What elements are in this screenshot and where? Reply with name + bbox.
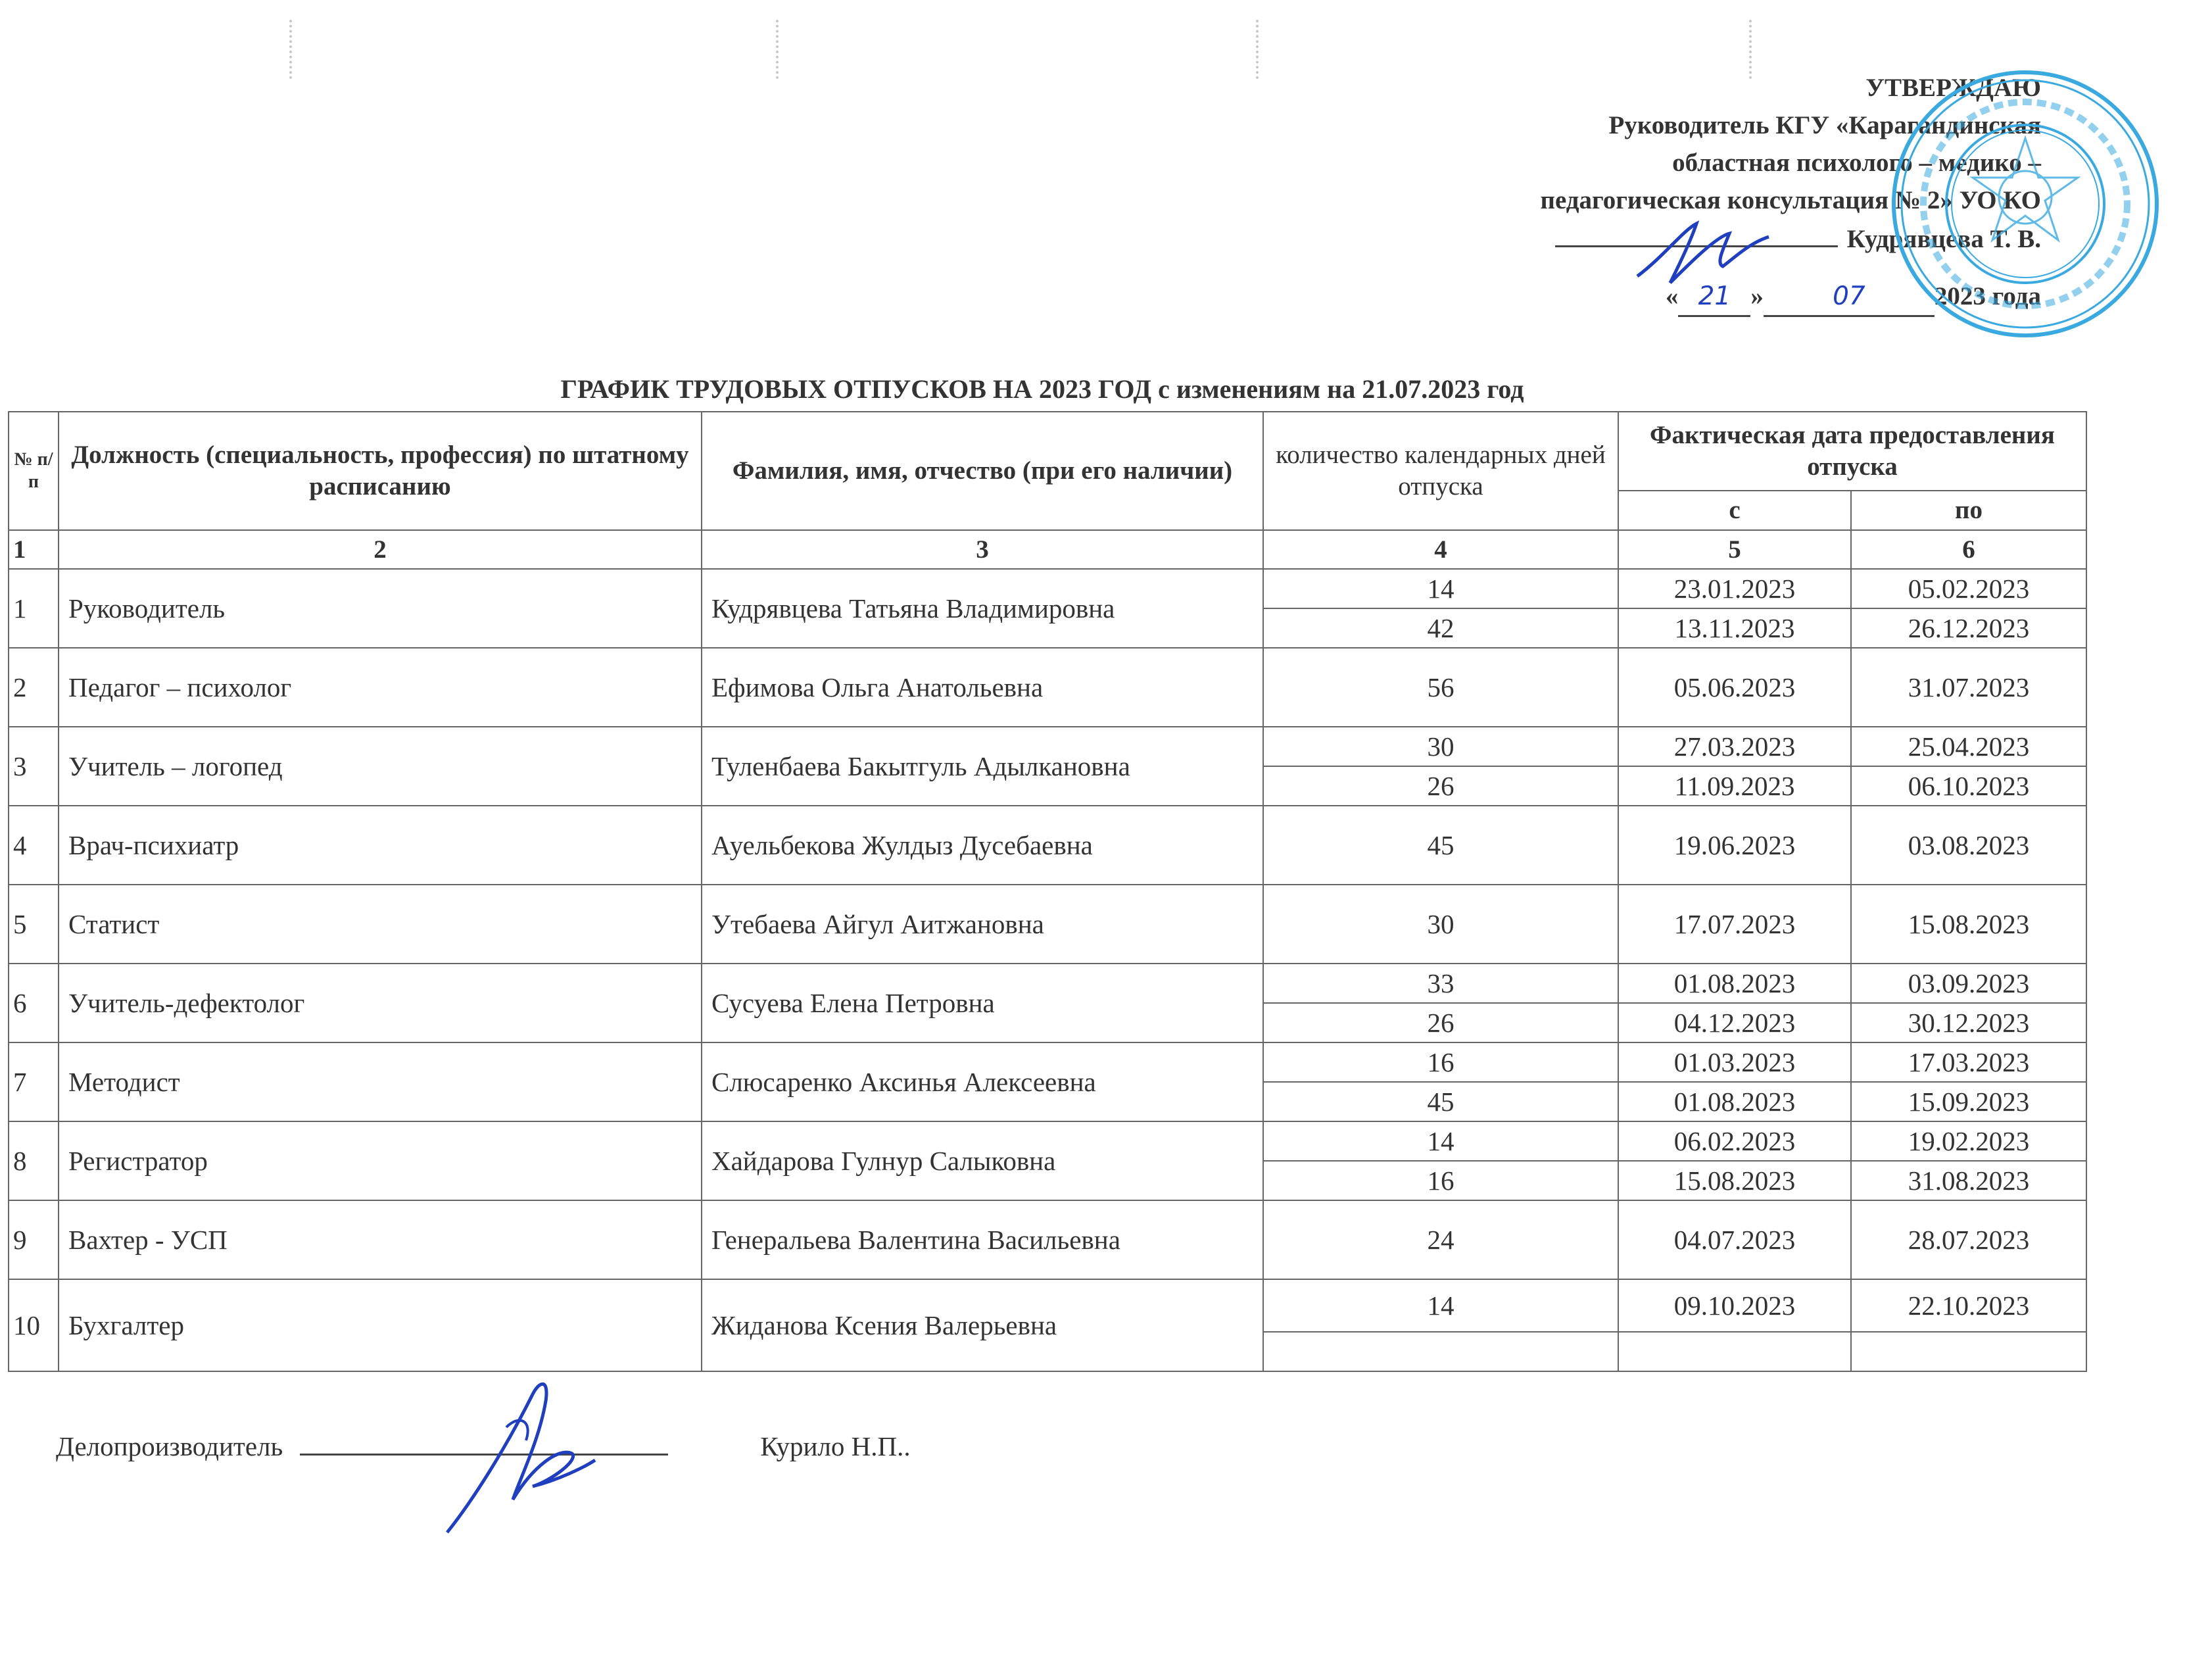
row-days: 16 bbox=[1263, 1042, 1618, 1082]
row-to: 05.02.2023 bbox=[1851, 569, 2086, 608]
header-days: количество календарных дней отпуска bbox=[1263, 412, 1618, 530]
table-row bbox=[9, 964, 2086, 1003]
row-days: 30 bbox=[1263, 885, 1618, 964]
row-position: Врач-психиатр bbox=[59, 806, 702, 885]
table-row bbox=[9, 1200, 2086, 1279]
row-from: 01.08.2023 bbox=[1618, 964, 1851, 1003]
row-to: 31.08.2023 bbox=[1851, 1161, 2086, 1200]
row-to: 17.03.2023 bbox=[1851, 1042, 2086, 1082]
header-num: № п/п bbox=[9, 412, 59, 530]
row-to: 26.12.2023 bbox=[1851, 608, 2086, 648]
row-days: 56 bbox=[1263, 648, 1618, 727]
row-from: 13.11.2023 bbox=[1618, 608, 1851, 648]
row-from: 15.08.2023 bbox=[1618, 1161, 1851, 1200]
row-name: Ефимова Ольга Анатольевна bbox=[702, 648, 1263, 727]
scan-mark bbox=[776, 20, 782, 79]
row-days: 14 bbox=[1263, 569, 1618, 608]
table-row bbox=[9, 806, 2086, 885]
row-days: 45 bbox=[1263, 1082, 1618, 1121]
official-stamp bbox=[1887, 66, 2163, 342]
row-to: 15.08.2023 bbox=[1851, 885, 2086, 964]
row-from: 17.07.2023 bbox=[1618, 885, 1851, 964]
row-position: Методист bbox=[59, 1042, 702, 1121]
row-to bbox=[1851, 1332, 2086, 1371]
row-days: 45 bbox=[1263, 806, 1618, 885]
row-to: 03.08.2023 bbox=[1851, 806, 2086, 885]
row-position: Учитель – логопед bbox=[59, 727, 702, 806]
date-open-quote: « bbox=[1665, 282, 1679, 310]
approval-line-3: педагогическая консультация № 2» УО КО bbox=[1540, 186, 2041, 214]
approval-heading: УТВЕРЖДАЮ bbox=[1865, 74, 2041, 102]
row-to: 30.12.2023 bbox=[1851, 1003, 2086, 1042]
table-row bbox=[9, 569, 2086, 608]
row-to: 15.09.2023 bbox=[1851, 1082, 2086, 1121]
col-number: 6 bbox=[1851, 530, 2086, 569]
table-row bbox=[9, 1279, 2086, 1332]
row-from: 06.02.2023 bbox=[1618, 1121, 1851, 1161]
date-year: 2023 года bbox=[1934, 282, 2041, 310]
row-position: Статист bbox=[59, 885, 702, 964]
row-position: Бухгалтер bbox=[59, 1279, 702, 1371]
row-num: 3 bbox=[9, 727, 59, 806]
row-days: 16 bbox=[1263, 1161, 1618, 1200]
row-days: 24 bbox=[1263, 1200, 1618, 1279]
col-number: 5 bbox=[1618, 530, 1851, 569]
row-num: 10 bbox=[9, 1279, 59, 1371]
row-days: 33 bbox=[1263, 964, 1618, 1003]
row-from: 11.09.2023 bbox=[1618, 766, 1851, 806]
clerk-signature bbox=[434, 1368, 605, 1546]
column-number-row bbox=[9, 530, 2086, 569]
row-from: 27.03.2023 bbox=[1618, 727, 1851, 766]
row-num: 4 bbox=[9, 806, 59, 885]
row-name: Хайдарова Гулнур Салыковна bbox=[702, 1121, 1263, 1200]
row-name: Утебаева Айгул Аитжановна bbox=[702, 885, 1263, 964]
table-row bbox=[9, 648, 2086, 727]
header-to: по bbox=[1851, 491, 2086, 530]
date-day: 21 bbox=[1678, 278, 1750, 317]
footer-name: Курило Н.П.. bbox=[760, 1431, 911, 1461]
row-days bbox=[1263, 1332, 1618, 1371]
page-title: ГРАФИК ТРУДОВЫХ ОТПУСКОВ НА 2023 ГОД с изменениям на 21.07.2023 год bbox=[560, 374, 1524, 404]
row-position: Руководитель bbox=[59, 569, 702, 648]
row-num: 8 bbox=[9, 1121, 59, 1200]
row-days: 26 bbox=[1263, 1003, 1618, 1042]
table-header-row bbox=[9, 412, 2086, 491]
row-from: 01.03.2023 bbox=[1618, 1042, 1851, 1082]
table-row bbox=[9, 727, 2086, 766]
row-from: 04.12.2023 bbox=[1618, 1003, 1851, 1042]
footer-role: Делопроизводитель bbox=[56, 1431, 283, 1461]
row-to: 28.07.2023 bbox=[1851, 1200, 2086, 1279]
scan-mark bbox=[289, 20, 296, 79]
row-from bbox=[1618, 1332, 1851, 1371]
col-number: 3 bbox=[702, 530, 1263, 569]
approval-signer: Кудрявцева Т. В. bbox=[1846, 225, 2041, 253]
row-days: 26 bbox=[1263, 766, 1618, 806]
vacation-table bbox=[8, 411, 2087, 1372]
table-row bbox=[9, 885, 2086, 964]
row-from: 01.08.2023 bbox=[1618, 1082, 1851, 1121]
row-to: 31.07.2023 bbox=[1851, 648, 2086, 727]
row-position: Вахтер - УСП bbox=[59, 1200, 702, 1279]
row-name: Кудрявцева Татьяна Владимировна bbox=[702, 569, 1263, 648]
row-to: 03.09.2023 bbox=[1851, 964, 2086, 1003]
row-name: Слюсаренко Аксинья Алексеевна bbox=[702, 1042, 1263, 1121]
row-days: 14 bbox=[1263, 1279, 1618, 1332]
approval-line-2: областная психолого – медико – bbox=[1672, 149, 2041, 177]
header-from: с bbox=[1618, 491, 1851, 530]
col-number: 4 bbox=[1263, 530, 1618, 569]
row-name: Генеральева Валентина Васильевна bbox=[702, 1200, 1263, 1279]
row-to: 25.04.2023 bbox=[1851, 727, 2086, 766]
header-position: Должность (специальность, профессия) по штатному расписанию bbox=[59, 412, 702, 530]
row-name: Жиданова Ксения Валерьевна bbox=[702, 1279, 1263, 1371]
row-days: 14 bbox=[1263, 1121, 1618, 1161]
row-to: 19.02.2023 bbox=[1851, 1121, 2086, 1161]
row-name: Туленбаева Бакытгуль Адылкановна bbox=[702, 727, 1263, 806]
col-number: 1 bbox=[9, 530, 59, 569]
row-from: 23.01.2023 bbox=[1618, 569, 1851, 608]
row-to: 06.10.2023 bbox=[1851, 766, 2086, 806]
approval-line-1: Руководитель КГУ «Карагандинская bbox=[1608, 111, 2041, 139]
row-from: 19.06.2023 bbox=[1618, 806, 1851, 885]
row-num: 9 bbox=[9, 1200, 59, 1279]
table-row bbox=[9, 1121, 2086, 1161]
col-number: 2 bbox=[59, 530, 702, 569]
row-from: 05.06.2023 bbox=[1618, 648, 1851, 727]
row-num: 6 bbox=[9, 964, 59, 1042]
header-actual: Фактическая дата предоставления отпуска bbox=[1618, 412, 2086, 491]
row-name: Сусуева Елена Петровна bbox=[702, 964, 1263, 1042]
date-month: 07 bbox=[1764, 278, 1935, 317]
table-row bbox=[9, 1042, 2086, 1082]
row-days: 30 bbox=[1263, 727, 1618, 766]
row-days: 42 bbox=[1263, 608, 1618, 648]
director-signature bbox=[1624, 217, 1795, 289]
row-from: 04.07.2023 bbox=[1618, 1200, 1851, 1279]
row-num: 1 bbox=[9, 569, 59, 648]
row-position: Педагог – психолог bbox=[59, 648, 702, 727]
row-num: 5 bbox=[9, 885, 59, 964]
row-position: Учитель-дефектолог bbox=[59, 964, 702, 1042]
row-name: Ауельбекова Жулдыз Дусебаевна bbox=[702, 806, 1263, 885]
row-to: 22.10.2023 bbox=[1851, 1279, 2086, 1332]
row-num: 7 bbox=[9, 1042, 59, 1121]
header-name: Фамилия, имя, отчество (при его наличии) bbox=[702, 412, 1263, 530]
row-num: 2 bbox=[9, 648, 59, 727]
row-from: 09.10.2023 bbox=[1618, 1279, 1851, 1332]
date-close-quote: » bbox=[1750, 282, 1764, 310]
row-position: Регистратор bbox=[59, 1121, 702, 1200]
